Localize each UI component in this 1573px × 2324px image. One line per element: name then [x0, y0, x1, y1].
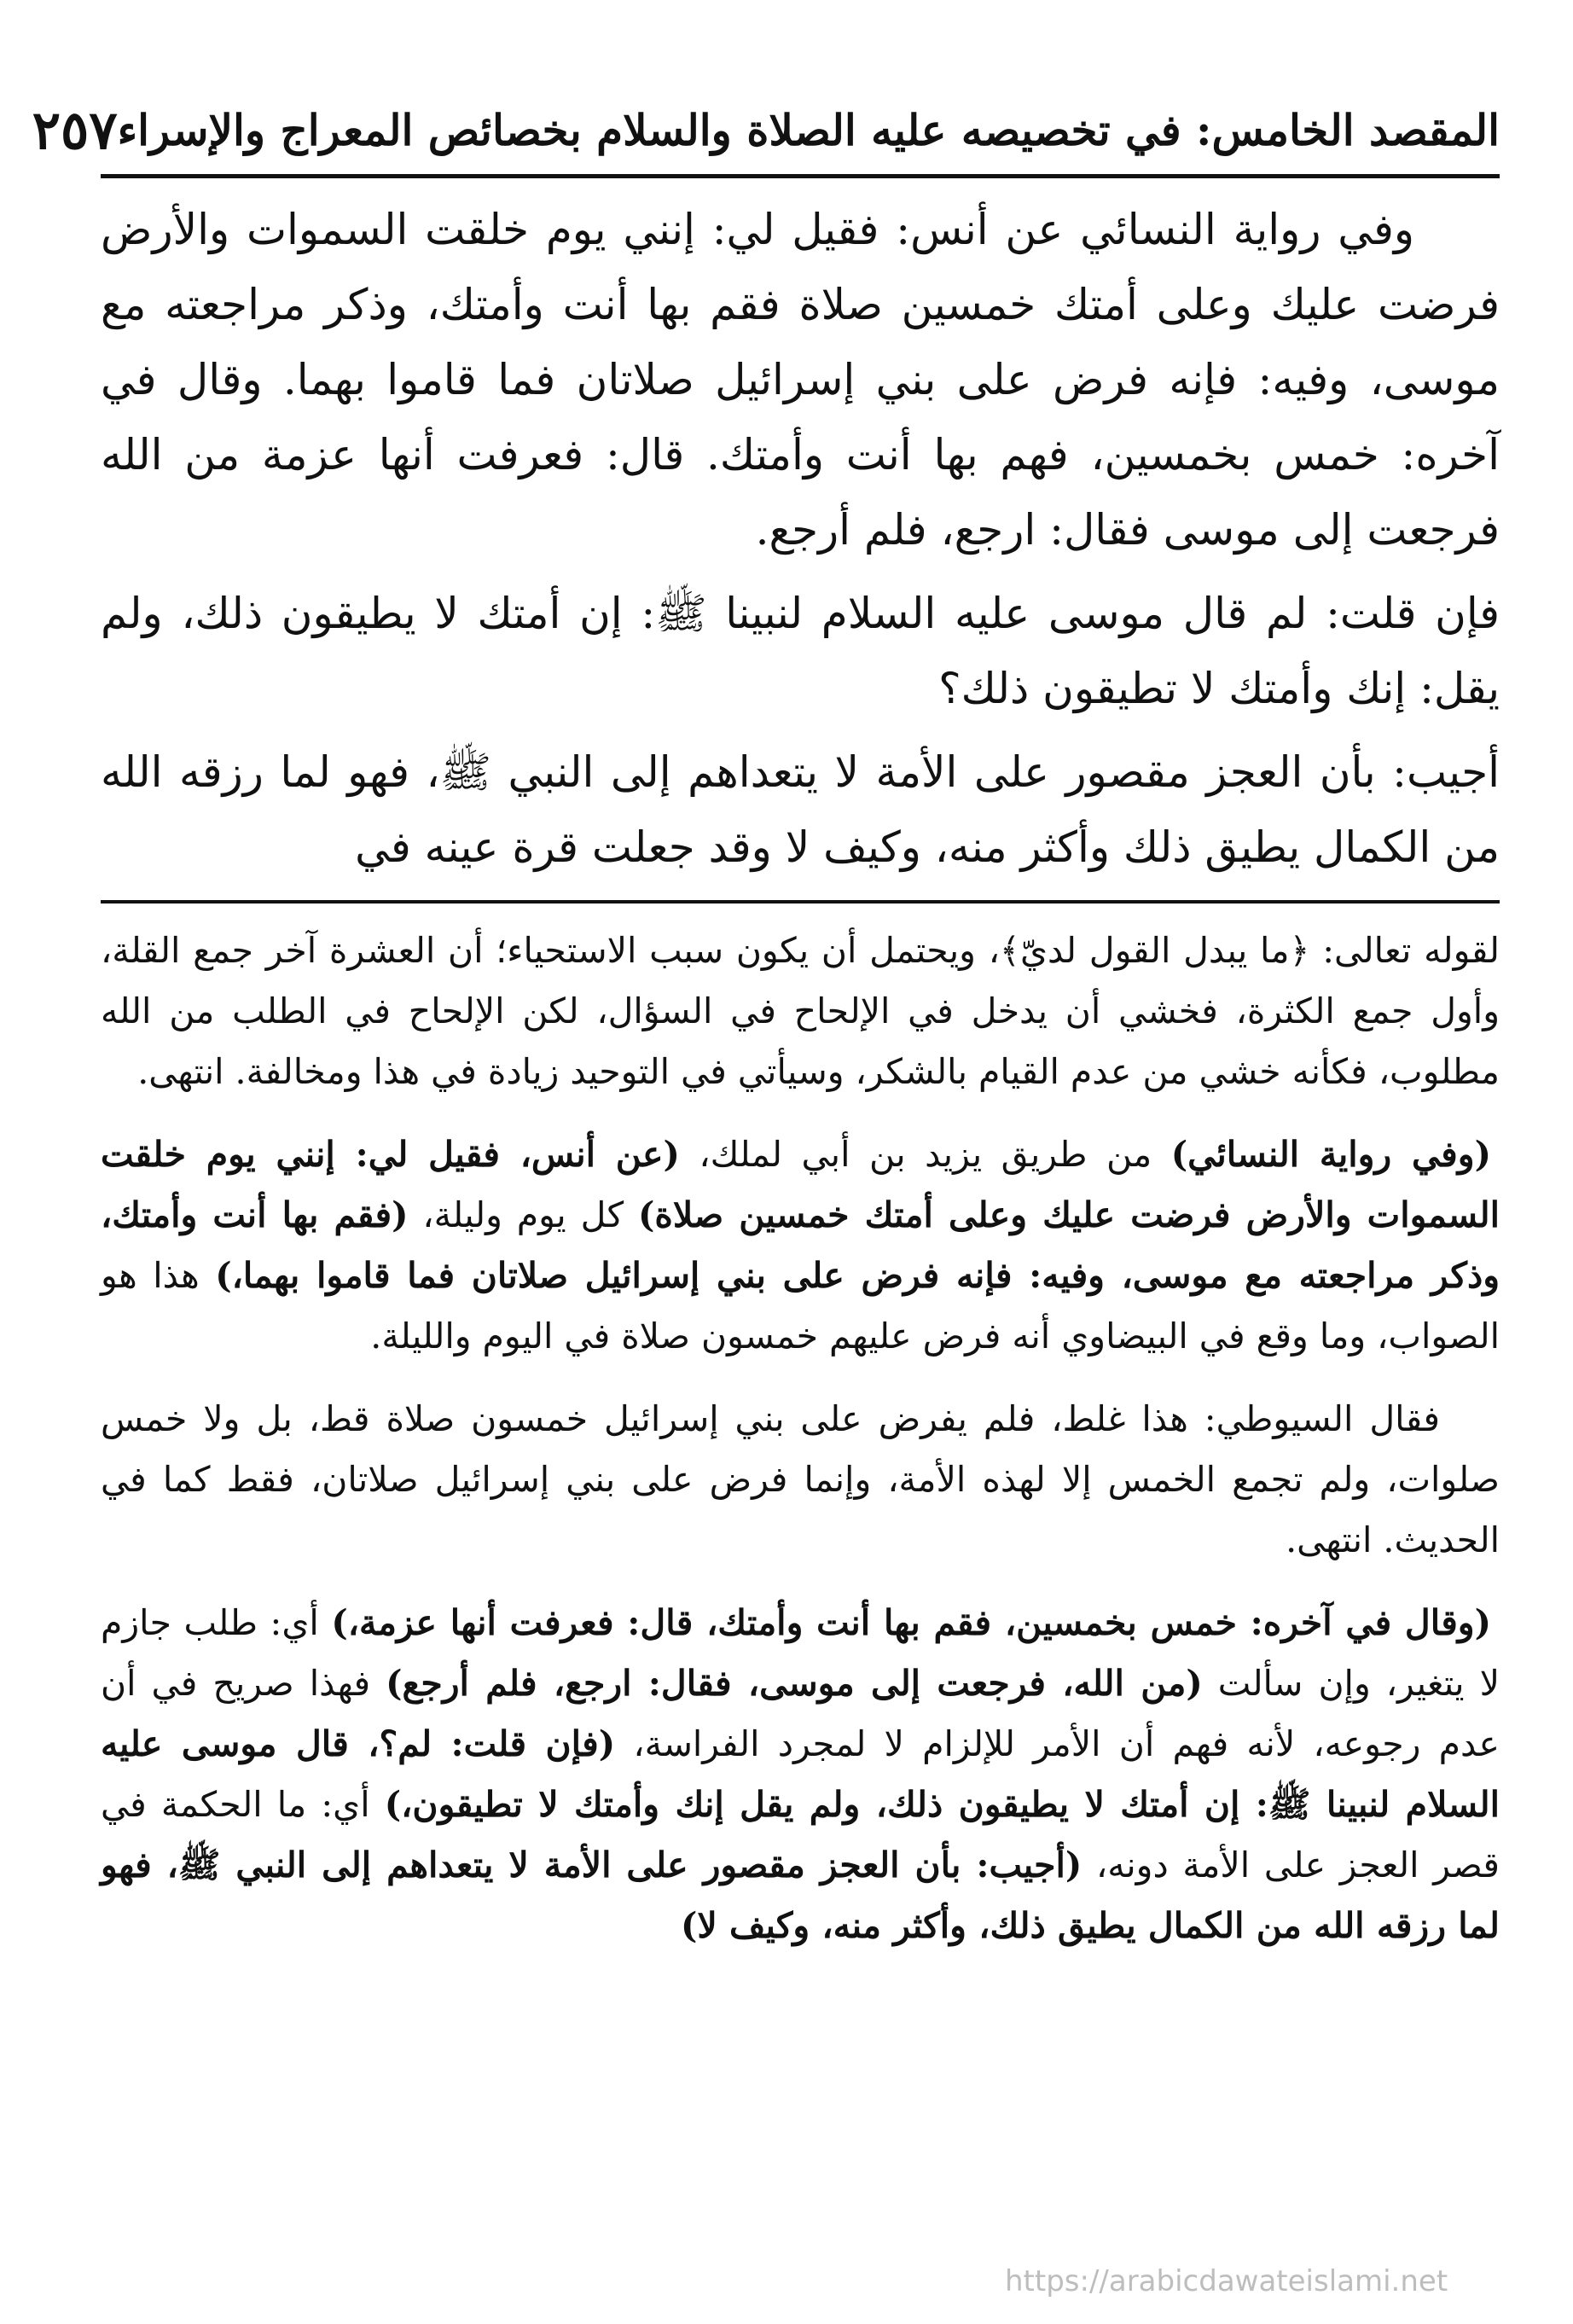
- commentary-paragraph: [101, 1593, 1500, 1956]
- explanation-text: هذا هو الصواب، وما وقع في البيضاوي أنه فرض عليهم خمسون صلاة في اليوم والليلة.: [101, 1255, 1500, 1357]
- commentary-paragraph: لقوله تعالى: ﴿ما يبدل القول لديّ﴾، ويحتمل أن يكون سبب الاستحياء؛ أن العشرة آخر جمع القلة، وأول جمع الكثرة، فخشي أن يدخل في الإلحاح في السؤال، لكن الإلحاح في الطلب من الله مطلوب، فكأنه خشي من عدم القيام بالشكر، وسيأتي في التوحيد زيادة في هذا ومخالفة. انتهى.: [101, 930, 1500, 1092]
- quoted-text: (وقال في آخره: خمس بخمسين، فقم بها أنت وأمتك، قال: فعرفت أنها عزمة،): [331, 1602, 1491, 1643]
- watermark-url: https://arabicdawateislami.net: [1005, 2264, 1448, 2298]
- quoted-text: (من الله، فرجعت إلى موسى، فقال: ارجع، فلم أرجع): [386, 1663, 1203, 1704]
- explanation-text: أي: ما الحكمة في قصر العجز على الأمة دونه،: [101, 1784, 1500, 1885]
- footnote-divider: [101, 900, 1500, 903]
- book-page: [32, 85, 1500, 2269]
- page-header: [32, 85, 1500, 178]
- page-number: ٢٥٧: [32, 98, 118, 161]
- quoted-text: (فإن قلت: لم؟، قال موسى عليه السلام لنبينا ﷺ: إن أمتك لا يطيقون ذلك، ولم يقل إنك وأمتك لا تطيقون،): [101, 1723, 1500, 1825]
- quoted-text: (وفي رواية النسائي): [1170, 1134, 1491, 1175]
- quoted-text: (عن أنس، فقيل لي: إنني يوم خلقت السموات والأرض فرضت عليك وعلى أمتك خمسين صلاة): [101, 1134, 1500, 1235]
- quoted-text: (أجيب: بأن العجز مقصور على الأمة لا يتعداهم إلى النبي ﷺ، فهو لما رزقه الله من الكمال يطيق ذلك، وأكثر منه، وكيف لا): [101, 1845, 1500, 1946]
- main-paragraph: أجيب: بأن العجز مقصور على الأمة لا يتعداهم إلى النبي ﷺ، فهو لما رزقه الله من الكمال يطيق ذلك وأكثر منه، وكيف لا وقد جعلت قرة عينه في: [101, 747, 1500, 872]
- running-title: المقصد الخامس: في تخصيصه عليه الصلاة والسلام بخصائص المعراج والإسراء: [117, 104, 1500, 155]
- main-paragraph: وفي رواية النسائي عن أنس: فقيل لي: إنني يوم خلقت السموات والأرض فرضت عليك وعلى أمتك خمسين صلاة فقم بها أنت وأمتك، وذكر مراجعته مع موسى، وفيه: فإنه فرض على بني إسرائيل صلاتان فما قاموا بهما. وقال في آخره: خمس بخمسين، فهم بها أنت وأمتك. قال: فعرفت أنها عزمة من الله فرجعت إلى موسى فقال: ارجع، فلم أرجع.: [101, 205, 1500, 555]
- main-text: [101, 192, 1500, 885]
- quoted-text: (فقم بها أنت وأمتك، وذكر مراجعته مع موسى، وفيه: فإنه فرض على بني إسرائيل صلاتان فما قاموا بهما،): [101, 1194, 1500, 1296]
- commentary-paragraph: فقال السيوطي: هذا غلط، فلم يفرض على بني إسرائيل خمسون صلاة قط، بل ولا خمس صلوات، ولم تجمع الخمس إلا لهذه الأمة، وإنما فرض على بني إسرائيل صلاتان، فقط كما في الحديث. انتهى.: [101, 1398, 1500, 1560]
- explanation-text: من طريق يزيد بن أبي لملك،: [679, 1134, 1171, 1175]
- explanation-text: كل يوم وليلة،: [408, 1194, 639, 1235]
- explanation-text: فهذا صريح في أن عدم رجوعه، لأنه فهم أن الأمر للإلزام لا لمجرد الفراسة،: [101, 1663, 1500, 1764]
- explanation-text: أي: طلب جازم لا يتغير، وإن سألت: [101, 1602, 1500, 1704]
- commentary-paragraph: [101, 1124, 1500, 1367]
- commentary: [101, 921, 1500, 1956]
- main-paragraph: فإن قلت: لم قال موسى عليه السلام لنبينا ﷺ: إن أمتك لا يطيقون ذلك، ولم يقل: إنك وأمتك لا تطيقون ذلك؟: [101, 589, 1500, 713]
